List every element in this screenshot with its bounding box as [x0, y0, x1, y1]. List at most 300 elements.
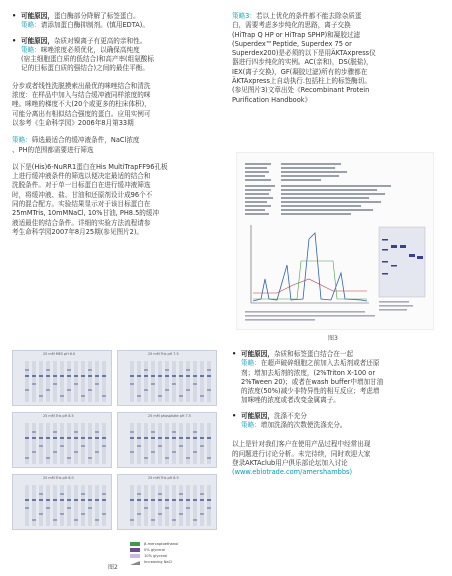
- gel-band: [137, 445, 141, 447]
- table-line: [281, 167, 335, 169]
- gel-band: [193, 499, 197, 501]
- gel-lane: [207, 485, 211, 526]
- gel-band: [67, 457, 71, 459]
- gel-band: [53, 431, 57, 433]
- gel-band: [151, 499, 155, 501]
- strategy-line: 的浓度(50%)减少非特异性的相互反应；考虑增: [241, 387, 380, 396]
- gel-band: [151, 383, 155, 385]
- gel-band: [88, 437, 92, 439]
- strategy-line: (参见图片3)文章出处《Recombinant Protein: [232, 86, 370, 95]
- table-line: [245, 185, 275, 187]
- gel-band: [32, 383, 36, 385]
- table-line: [281, 213, 351, 215]
- gel-lane: [158, 423, 162, 464]
- gel-band: [391, 265, 397, 267]
- strategy-line: IEX(离子交换)，GF(凝胶过滤)所有的步骤都在: [232, 67, 368, 76]
- text-line: 登录AKTAclub用户俱乐部论坛加入讨论: [232, 458, 348, 467]
- gel-lane: [151, 423, 155, 464]
- gel-band: [32, 451, 36, 453]
- gel-band: [81, 445, 85, 447]
- gel-band: [382, 261, 388, 263]
- paragraph-imidazole: [12, 82, 220, 128]
- gel-band: [200, 395, 204, 397]
- gel-band: [39, 395, 43, 397]
- gel-lane: [39, 485, 43, 526]
- gel-band: [67, 369, 71, 371]
- text-line: 分步或者线性洗脱摸索出最优的咪唑结合和清洗: [12, 81, 151, 90]
- strategy-line: (Superdex™Peptide, Superdex 75 or: [232, 39, 352, 48]
- legend-swatch: [130, 554, 140, 558]
- strategy-line: 筛选最适合的缓冲液条件，NaCl浓度: [31, 136, 140, 145]
- text-line: 同的混合配方。实验结果显示对于该目标蛋白在: [12, 200, 151, 209]
- table-line: [281, 185, 391, 187]
- gel-band: [179, 437, 183, 439]
- gel-band: [46, 369, 50, 371]
- gel-band: [179, 395, 183, 397]
- gel-band: [74, 383, 78, 385]
- gel-lane: [81, 485, 85, 526]
- gel-lane: [60, 485, 64, 526]
- gel-band: [53, 383, 57, 385]
- gel-band: [32, 437, 36, 439]
- gel-band: [67, 389, 71, 391]
- strategy-text: 增加洗涤的次数使洗涤充分。: [260, 421, 347, 430]
- gel-band: [102, 437, 106, 439]
- gel-band: [67, 499, 71, 501]
- strategy-line: ÄKTAxpress上自动执行.包括柱上的标签酶切。: [232, 77, 371, 86]
- legend-text: Increasing NaCl: [144, 560, 173, 564]
- gel-band: [46, 499, 50, 501]
- gel-lane: [130, 423, 134, 464]
- legend-line: [245, 311, 365, 313]
- gel-band: [39, 499, 43, 501]
- gel-band: [60, 499, 64, 501]
- bullet-title: 可能原因，: [21, 12, 54, 20]
- gel-lane: [67, 485, 71, 526]
- gel-band: [60, 375, 64, 377]
- gel-band: [46, 389, 50, 391]
- gel-band: [25, 499, 29, 501]
- gel-lane: [53, 361, 57, 402]
- gel-band: [81, 437, 85, 439]
- gel-band: [172, 451, 176, 453]
- gel-band: [74, 375, 78, 377]
- legend-line: [379, 309, 407, 311]
- gel-lane: [144, 485, 148, 526]
- gel-band: [151, 519, 155, 521]
- gel-band: [39, 375, 43, 377]
- gel-band: [207, 507, 211, 509]
- gel-band: [39, 445, 43, 447]
- gel-lane: [25, 485, 29, 526]
- gel-band: [158, 375, 162, 377]
- table-line: [281, 189, 377, 191]
- gel-band: [193, 437, 197, 439]
- gel-lane: [151, 361, 155, 402]
- gel-band: [74, 431, 78, 433]
- gel-band: [25, 507, 29, 509]
- gel-band: [32, 499, 36, 501]
- table-line: [281, 201, 381, 203]
- gel-band: [102, 375, 106, 377]
- gel-band: [88, 389, 92, 391]
- table-line: [245, 201, 267, 203]
- gel-band: [95, 451, 99, 453]
- gel-band: [165, 437, 169, 439]
- gel-band: [102, 395, 106, 397]
- gel-lane: [95, 361, 99, 402]
- gel-band: [382, 249, 388, 251]
- gel-band: [200, 445, 204, 447]
- gel-band: [53, 375, 57, 377]
- gel-band: [53, 437, 57, 439]
- gel-band: [151, 375, 155, 377]
- gel-lane: [39, 423, 43, 464]
- gel-band: [88, 499, 92, 501]
- gel-band: [130, 431, 134, 433]
- gel-lane: [81, 423, 85, 464]
- gel-lane: [179, 423, 183, 464]
- bullet-title: 可能原因，: [241, 411, 274, 420]
- gel-band: [130, 383, 134, 385]
- gel-band: [207, 375, 211, 377]
- gel-band: [95, 383, 99, 385]
- gel-band: [200, 375, 204, 377]
- gel-band: [81, 375, 85, 377]
- gel-band: [137, 395, 141, 397]
- text-line: 以参考《生命科学园》2006年8月第33期: [12, 118, 134, 127]
- text-line: 时，将缓冲液、盐、甘油和还原剂设计成96个不: [12, 190, 153, 199]
- legend-line: [245, 319, 315, 321]
- gel-band: [130, 375, 134, 377]
- figure-3-legend: [245, 301, 413, 321]
- gel-band: [137, 499, 141, 501]
- gel-band: [400, 245, 406, 248]
- gel-band: [417, 256, 423, 259]
- gel-band: [172, 375, 176, 377]
- gel-lane: [102, 485, 106, 526]
- strategy-line: (HiTrap Q HP or HiTrap SPHP)和凝胶过滤: [232, 30, 361, 39]
- bullet-title: 可能原因，: [241, 350, 274, 358]
- bullet-washing: [232, 412, 442, 421]
- gel-band: [74, 499, 78, 501]
- gel-band: [151, 437, 155, 439]
- gel-band: [130, 437, 134, 439]
- table-line: [245, 213, 269, 215]
- gel-band: [39, 513, 43, 515]
- gel-lane: [207, 361, 211, 402]
- gel-lane: [165, 361, 169, 402]
- gel-band: [137, 493, 141, 495]
- gel-band: [165, 499, 169, 501]
- gel-lane: [74, 361, 78, 402]
- gel-band: [88, 457, 92, 459]
- gel-band: [81, 395, 85, 397]
- strategy-line: 记的目标蛋白质的强结合)之间的最佳平衡。: [21, 64, 149, 73]
- strategy-line: 白，需要考虑多步纯化的思路，离子交换: [232, 21, 351, 30]
- table-line: [281, 163, 341, 165]
- bullet-affinity: [12, 37, 220, 46]
- gel-band: [60, 395, 64, 397]
- gel-band: [158, 499, 162, 501]
- gel-band: [172, 519, 176, 521]
- table-line: [281, 171, 347, 173]
- gel-band: [193, 431, 197, 433]
- strategy-line: 加咪唑的浓度或者改变金属离子。: [241, 396, 340, 405]
- gel-band: [46, 507, 50, 509]
- table-line: [281, 179, 321, 181]
- table-line: [245, 209, 265, 211]
- gel-band: [165, 375, 169, 377]
- right-lower: [232, 350, 442, 478]
- gel-band: [144, 375, 148, 377]
- gel-band: [25, 389, 29, 391]
- gel-band: [32, 519, 36, 521]
- strategy-line: Purification Handbook》: [232, 95, 312, 104]
- text-line: 浓度：在样品中加入与结合缓冲液同样浓度的咪: [12, 91, 151, 100]
- text-line: 的问题进行讨论分析。未完待续，同时欢迎大家: [232, 449, 371, 458]
- table-line: [245, 167, 267, 169]
- bullet-binding-impurity: [232, 350, 442, 359]
- gel-lane: [88, 485, 92, 526]
- text-line: 考生命科学园2007年8月25期(参见图片2)。: [12, 227, 144, 236]
- gel-lane: [200, 423, 204, 464]
- gel-band: [172, 499, 176, 501]
- gel-lane: [102, 423, 106, 464]
- gel-band: [39, 493, 43, 495]
- gel-band: [25, 457, 29, 459]
- strategy-washing: [232, 421, 442, 430]
- gel-band: [102, 493, 106, 495]
- text-line: 可能分离出有相似结合强度的蛋白。应用实例可: [12, 109, 151, 118]
- chromatogram: [251, 225, 369, 303]
- gel-band: [165, 507, 169, 509]
- gel-band: [46, 375, 50, 377]
- gel-band: [207, 457, 211, 459]
- gel-band: [158, 493, 162, 495]
- table-line: [281, 209, 373, 211]
- gel-lane: [179, 485, 183, 526]
- gel-band: [382, 239, 388, 241]
- gel-band: [179, 513, 183, 515]
- strategy-line: 在超声破碎细胞之前加入去垢剂或者还原: [260, 359, 380, 368]
- gel-band: [102, 513, 106, 515]
- gel-band: [25, 375, 29, 377]
- right-column: [232, 12, 440, 105]
- gel-band: [151, 451, 155, 453]
- bullet-text: 洗涤不充分: [273, 411, 307, 420]
- gel-lane: [193, 423, 197, 464]
- gel-lane: [172, 361, 176, 402]
- bullet-text: 杂质对镍离子有更高的亲和性。: [53, 36, 147, 45]
- strategy-label: 策略：: [21, 45, 41, 54]
- gel-band: [144, 389, 148, 391]
- gel-band: [46, 457, 50, 459]
- gel-band: [391, 245, 397, 248]
- table-line: [245, 171, 269, 173]
- gel-panel: [117, 474, 217, 530]
- legend-swatch: [130, 548, 140, 552]
- legend-swatch: [130, 542, 140, 546]
- strategy-line: 器进行四步纯化的实例。AC(亲和)，DS(脱盐)，: [232, 58, 373, 67]
- strategy-buffer-screen: [12, 136, 220, 155]
- strategy-line: Superdex200)是必须的以下是用ÄKTAxpress仪: [232, 49, 376, 58]
- gel-band: [172, 383, 176, 385]
- text-line: 以上是针对我们客户在使用产品过程中经常出现: [232, 440, 371, 449]
- spacer: [232, 430, 442, 440]
- gel-panel-label: 25 mM phosphate pH 7.5: [148, 414, 191, 418]
- strategy-detergent: [232, 359, 442, 405]
- gel-band: [144, 369, 148, 371]
- gel-band: [81, 513, 85, 515]
- table-line: [245, 197, 273, 199]
- gel-band: [193, 375, 197, 377]
- gel-band: [95, 375, 99, 377]
- gel-band: [88, 507, 92, 509]
- spacer: [12, 155, 220, 163]
- gel-band: [88, 375, 92, 377]
- strategy-line: 、PH的范围都需要进行筛选: [12, 145, 94, 154]
- gel-panel-label: 25 mM Tris pH 6.0: [43, 476, 74, 480]
- gel-band: [67, 507, 71, 509]
- gel-band: [200, 437, 204, 439]
- gel-panel-label: 25 mM Tris pH 8.5: [148, 476, 179, 480]
- gel-panel-label: 25 mM MES pH 6.0: [43, 352, 76, 356]
- gel-band: [74, 437, 78, 439]
- gel-panel: [12, 412, 112, 468]
- gel-band: [67, 437, 71, 439]
- gel-band: [32, 431, 36, 433]
- table-line: [281, 193, 385, 195]
- gel-band: [39, 437, 43, 439]
- gel-band: [25, 437, 29, 439]
- gel-panel: [117, 350, 217, 406]
- strategy-line: 剂；增加去垢剂的浓度，(2%Triton X-100 or: [241, 368, 376, 377]
- gel-band: [144, 499, 148, 501]
- gel-band: [137, 375, 141, 377]
- gel-band: [130, 519, 134, 521]
- strategy-label: 策略：: [12, 136, 32, 145]
- strategy-label: 策略：: [241, 359, 261, 368]
- bullet-protease: [12, 12, 220, 21]
- gel-band: [151, 431, 155, 433]
- gel-band: [165, 457, 169, 459]
- strategy-affinity: [12, 46, 220, 74]
- gel-band: [207, 499, 211, 501]
- gel-band: [53, 519, 57, 521]
- figure-3-panel: [236, 152, 434, 330]
- gel-band: [102, 445, 106, 447]
- gel-band: [179, 375, 183, 377]
- conductivity-trace: [253, 279, 367, 293]
- gel-band: [144, 507, 148, 509]
- gel-band: [200, 499, 204, 501]
- gel-band: [200, 493, 204, 495]
- table-line: [245, 193, 269, 195]
- gel-lane: [158, 485, 162, 526]
- gel-band: [179, 445, 183, 447]
- strategy-label: 策略3：: [232, 12, 256, 20]
- table-line: [245, 175, 265, 177]
- gel-band: [158, 445, 162, 447]
- gel-band: [74, 451, 78, 453]
- gel-band: [46, 437, 50, 439]
- figure-3-graphic: [237, 153, 435, 331]
- table-line: [245, 163, 271, 165]
- bullet-text: 蛋白酶部分降解了标签蛋白。: [53, 12, 140, 20]
- gel-band: [95, 519, 99, 521]
- gel-band: [172, 437, 176, 439]
- table-line: [281, 197, 369, 199]
- gel-band: [60, 445, 64, 447]
- bullet-title: 可能原因，: [21, 36, 54, 45]
- gel-band: [88, 369, 92, 371]
- gel-band: [158, 513, 162, 515]
- gel-band: [158, 395, 162, 397]
- strategy-label: 策略：: [241, 421, 261, 430]
- gel-band: [102, 499, 106, 501]
- gel-band: [137, 513, 141, 515]
- spacer: [12, 74, 220, 82]
- closing-paragraph: [232, 440, 442, 477]
- gel-lane: [67, 361, 71, 402]
- strategy-text: 请添加蛋白酶抑制剂。(慎用EDTA)。: [40, 21, 149, 30]
- strategy-line: 咪唑浓度必须优化，以确保高纯度: [40, 45, 140, 54]
- table-line: [281, 205, 361, 207]
- legend-line: [379, 305, 413, 307]
- text-line: 以下是(His)6-NuRR1蛋白在His MultiTrapFF96孔板: [12, 162, 168, 171]
- gel-band: [53, 451, 57, 453]
- gel-band: [81, 499, 85, 501]
- left-column: [12, 12, 220, 237]
- method-table: [245, 163, 391, 215]
- gel-band: [137, 437, 141, 439]
- figure-3-caption: 图3: [328, 335, 338, 342]
- gel-panel: [12, 350, 112, 406]
- gel-band: [144, 457, 148, 459]
- forum-link[interactable]: (www.ebiotrade.com/amershambbs): [232, 468, 353, 477]
- gel-lane: [53, 423, 57, 464]
- gel-band: [144, 437, 148, 439]
- gel-lane: [95, 423, 99, 464]
- gel-band: [409, 254, 415, 257]
- text-line: 洗脱条件。对于单一目标蛋白在进行缓冲液筛选: [12, 181, 151, 190]
- gel-band: [95, 437, 99, 439]
- gel-lane: [165, 485, 169, 526]
- figure-3: [232, 152, 440, 342]
- strategy-protease: [12, 21, 220, 30]
- legend-text: 0% glycerol: [144, 548, 166, 552]
- gel-band: [179, 499, 183, 501]
- gel-band: [172, 431, 176, 433]
- gel-band: [186, 507, 190, 509]
- gel-band: [25, 369, 29, 371]
- gel-lane: [88, 361, 92, 402]
- gel-panel-label: 25 mM Tris pH 8.5: [43, 414, 74, 418]
- gel-lane: [137, 423, 141, 464]
- gel-lane: [74, 423, 78, 464]
- gel-panel: [12, 474, 112, 530]
- strategy-line: 2%Tween 20)；或者在wash buffer中增加甘油: [241, 377, 384, 386]
- gel-panel-label: 25 mM Tris pH 7.5: [148, 352, 179, 356]
- gel-band: [60, 493, 64, 495]
- gel-band: [130, 499, 134, 501]
- sds-gel: [379, 227, 425, 297]
- gel-lane: [137, 485, 141, 526]
- gel-band: [193, 383, 197, 385]
- gel-band: [81, 493, 85, 495]
- gel-band: [186, 499, 190, 501]
